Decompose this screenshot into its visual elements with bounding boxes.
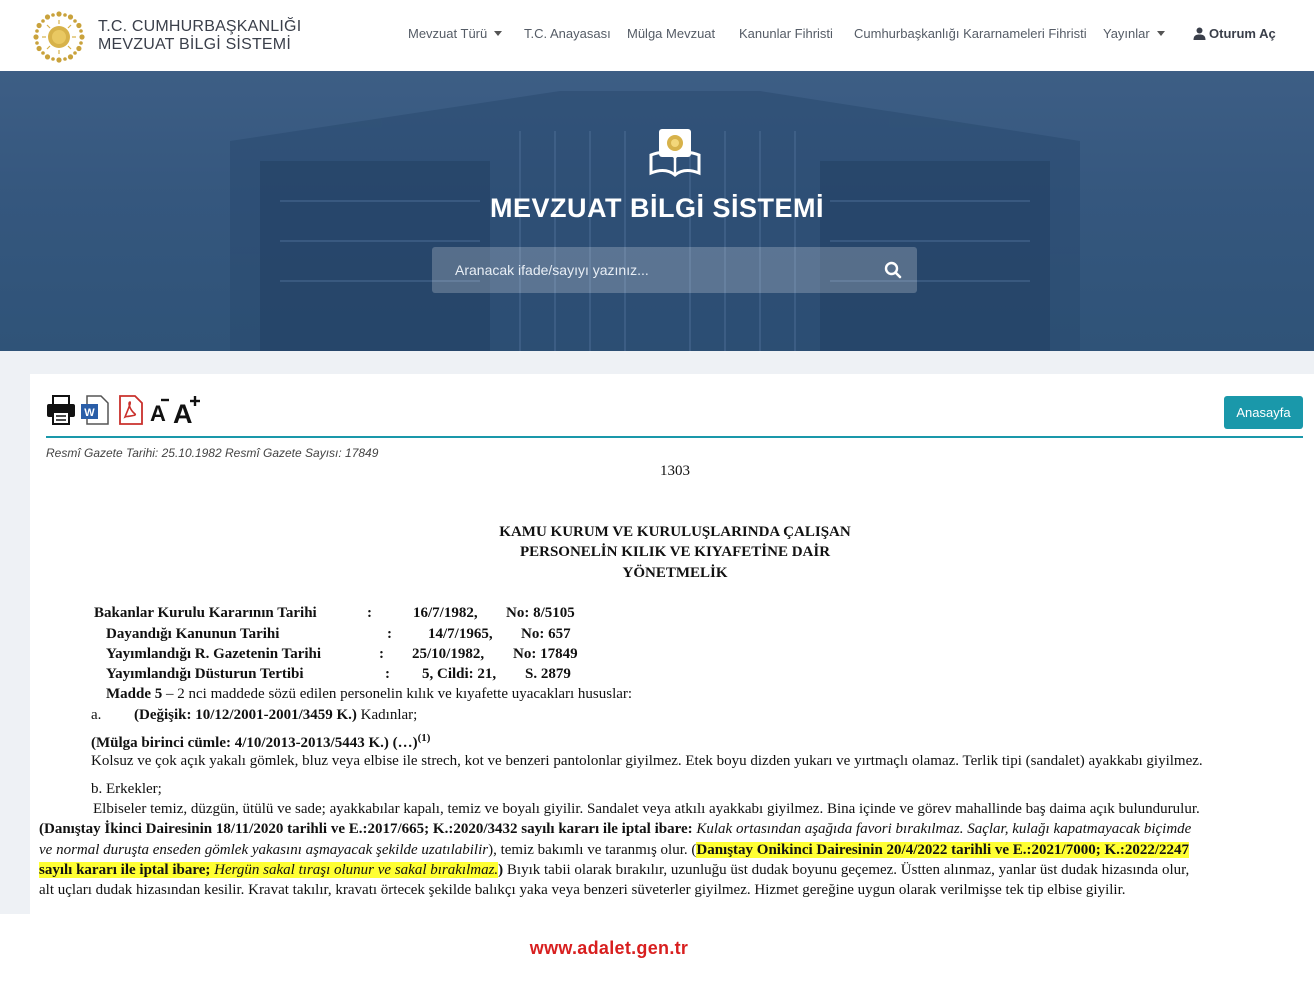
document-title-line: YÖNETMELİK (622, 565, 728, 581)
nav-mevzuat-turu[interactable] (408, 26, 502, 41)
top-navbar (0, 0, 1314, 71)
danistay-ikinci-line (39, 821, 1191, 838)
paragraph-a-text: Kadınlar; (356, 707, 418, 723)
search-box (432, 247, 917, 293)
erkek-rules-line4 (39, 862, 1189, 879)
caret-down-icon (1157, 31, 1165, 36)
hero-title: MEVZUAT BİLGİ SİSTEMİ (490, 193, 824, 223)
meta-label: Dayandığı Kanunun Tarihi (106, 626, 280, 642)
meta-separator: : (387, 626, 392, 642)
pdf-icon[interactable] (115, 395, 145, 425)
line3-text: ), temiz bakımlı ve taranmış olur. ( (488, 842, 697, 858)
footnote-ref[interactable]: (1) (417, 732, 431, 744)
cancelled-phrase: Kulak ortasından aşağıda favori bırakılmaz. Saçlar, kulağı kapatmayacak biçimde (692, 821, 1192, 837)
amendment-note: (Değişik: 10/12/2001-2001/3459 K.) (134, 707, 357, 723)
home-button[interactable]: Anasayfa (1224, 396, 1303, 429)
meta-label: Bakanlar Kurulu Kararının Tarihi (94, 605, 317, 621)
paragraph-b: b. Erkekler; (91, 781, 162, 797)
login-link[interactable] (1193, 26, 1276, 41)
cancelled-phrase-highlighted: Hergün sakal tıraşı olunur ve sakal bırakılmaz. (210, 862, 499, 878)
book-seal-icon (647, 129, 703, 177)
page-number: 1303 (660, 463, 690, 479)
nav-yayinlar[interactable] (1103, 26, 1165, 41)
mulga-line (91, 732, 430, 752)
nav-kanunlar-fihristi[interactable]: Kanunlar Fihristi (739, 26, 833, 41)
document-title-line: KAMU KURUM VE KURULUŞLARINDA ÇALIŞAN (499, 524, 851, 540)
logo-title-line2[interactable]: MEVZUAT BİLGİ SİSTEMİ (98, 36, 291, 53)
meta-number: S. 2879 (525, 666, 571, 682)
meta-date: 5, Cildi: 21, (422, 666, 497, 682)
madde-text: – 2 nci maddede sözü edilen personelin kılık ve kıyafette uyacakları hususlar: (162, 686, 633, 702)
resmi-gazete-info: Resmî Gazete Tarihi: 25.10.1982 Resmî Gazete Sayısı: 17849 (46, 446, 379, 460)
user-icon (1193, 27, 1206, 40)
nav-mevzuat-turu-label: Mevzuat Türü (408, 26, 488, 41)
kadin-rules-text: Kolsuz ve çok açık yakalı gömlek, bluz veya elbise ile strech, kot ve benzeri pantolonlar giyilmez. Etek boyu dizden yukarı ve yırtmaçlı olamaz. Terlik tipi (sandalet) ayakkabı giyilmez. (91, 753, 1203, 769)
search-icon[interactable] (884, 261, 902, 279)
cancelled-phrase: ve normal duruşta enseden gömlek yakasını aşmayacak şekilde uzatılabilir (39, 842, 489, 858)
caret-down-icon (494, 31, 502, 36)
danistay-ikinci-note: (Danıştay İkinci Dairesinin 18/11/2020 tarihli ve E.:2017/665; K.:2020/3432 sayılı kararı ile iptal ibare: (39, 821, 693, 837)
meta-number: No: 8/5105 (506, 605, 575, 621)
meta-label: Yayımlandığı R. Gazetenin Tarihi (106, 646, 322, 662)
nav-yayinlar-label: Yayınlar (1103, 26, 1150, 41)
font-increase-icon[interactable] (173, 395, 201, 425)
line4-text: Bıyık tabii olarak bırakılır, uzunluğu üst dudak boyunu geçemez. Üstten alınmaz, yanlar üst dudak hizasında olur, (503, 862, 1190, 878)
hero-banner (0, 71, 1314, 351)
closing-paren: ) (498, 862, 504, 878)
paragraph-a-letter: a. (91, 707, 102, 723)
danistay-onikinci-note: Danıştay Onikinci Dairesinin 20/4/2022 tarihli ve E.:2021/7000; K.:2022/2247 (696, 842, 1190, 858)
meta-label: Yayımlandığı Düsturun Tertibi (106, 666, 304, 682)
toolbar-divider (46, 436, 1303, 438)
nav-mulga-mevzuat[interactable]: Mülga Mevzuat (627, 26, 716, 41)
font-decrease-icon[interactable] (149, 395, 171, 425)
nav-anayasa[interactable]: T.C. Anayasası (524, 26, 611, 41)
login-label: Oturum Aç (1209, 26, 1276, 41)
document-title-line: PERSONELİN KILIK VE KIYAFETİNE DAİR (519, 544, 831, 560)
madde-line (106, 686, 632, 703)
erkek-rules-line1: Elbiseler temiz, düzgün, ütülü ve sade; ayakkabılar kapalı, temiz ve boyalı giyilir. Sandalet veya atkılı ayakkabı giyilmez. Bina içinde ve görev mahallinde baş daima açık bulundurulur. (93, 801, 1200, 817)
meta-number: No: 17849 (513, 646, 578, 662)
meta-date: 16/7/1982, (413, 605, 478, 621)
meta-date: 25/10/1982, (412, 646, 485, 662)
watermark-link[interactable]: www.adalet.gen.tr (529, 938, 689, 958)
presidential-seal-logo[interactable] (32, 10, 86, 64)
erkek-rules-line5: alt uçları dudak hizasından kesilir. Kravat takılır, kravatı örtecek şekilde balıkçı yaka veya benzeri süveterler giyilmez. Hizmet gereğine uygun olarak verilmişse tek tip elbise giyilir. (39, 882, 1126, 898)
nav-kararnameler-fihristi[interactable]: Cumhurbaşkanlığı Kararnameleri Fihristi (854, 26, 1087, 41)
mulga-note: (Mülga birinci cümle: 4/10/2013-2013/5443 K.) (…) (91, 735, 418, 751)
madde-label: Madde 5 (106, 686, 163, 702)
logo-title-line1[interactable]: T.C. CUMHURBAŞKANLIĞI (98, 18, 302, 35)
danistay-onikinci-note: sayılı kararı ile iptal ibare; (39, 862, 211, 878)
print-icon[interactable] (46, 395, 76, 425)
svg-text:A: A (173, 399, 193, 425)
meta-separator: : (367, 605, 372, 621)
meta-date: 14/7/1965, (428, 626, 493, 642)
svg-text:W: W (84, 407, 95, 419)
meta-separator: : (385, 666, 390, 682)
word-icon[interactable] (80, 395, 110, 425)
svg-text:A: A (150, 401, 166, 425)
search-input[interactable] (432, 247, 872, 293)
meta-separator: : (379, 646, 384, 662)
erkek-rules-line3 (39, 842, 1189, 859)
meta-number: No: 657 (521, 626, 571, 642)
paragraph-a (134, 707, 417, 724)
